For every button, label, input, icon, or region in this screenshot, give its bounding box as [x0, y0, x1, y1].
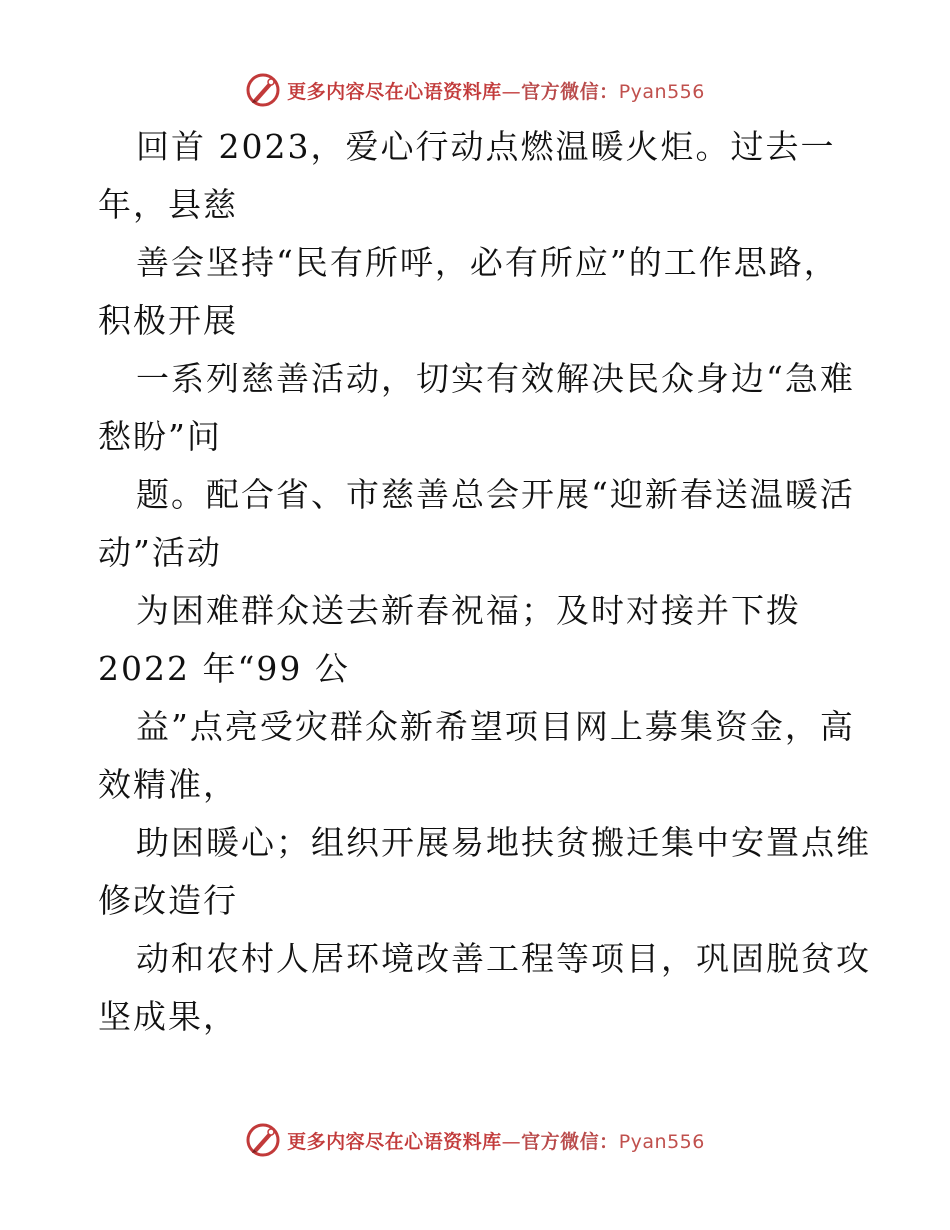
paragraph-line: 助困暖心；组织开展易地扶贫搬迁集中安置点维 [136, 823, 871, 862]
paragraph-line: 动和农村人居环境改善工程等项目，巩固脱贫攻 [136, 939, 871, 978]
paragraph-line: 效精准， [98, 765, 238, 804]
document-body [98, 118, 871, 1046]
paragraph-line: 一系列慈善活动，切实有效解决民众身边“急难 [136, 359, 855, 398]
paragraph-line: 修改造行 [98, 881, 238, 920]
banner-wechat-handle: Pyan556 [618, 80, 705, 103]
paragraph-line: 愁盼”问 [98, 417, 222, 456]
banner-separator: — [501, 1130, 522, 1153]
footer-banner [0, 1120, 950, 1160]
paragraph-line: 善会坚持“民有所呼，必有所应”的工作思路， [136, 243, 839, 282]
paragraph-line: 为困难群众送去新春祝福；及时对接并下拨 [136, 591, 801, 630]
banner-wechat-label: 官方微信： [521, 1130, 619, 1153]
header-banner [0, 70, 950, 110]
banner-separator: — [501, 80, 522, 103]
banner-text [287, 1127, 705, 1154]
banner-wechat-label: 官方微信： [521, 80, 619, 103]
paragraph-line: 年，县慈 [98, 185, 238, 224]
banner-site-name: 更多内容尽在心语资料库 [287, 80, 502, 103]
paragraph-line: 动”活动 [98, 533, 222, 572]
paragraph-line: 回首 2023，爱心行动点燃温暖火炬。过去一 [136, 127, 836, 166]
paragraph-line: 2022 年“99 公 [98, 649, 350, 688]
banner-site-name: 更多内容尽在心语资料库 [287, 1130, 502, 1153]
paragraph-line: 坚成果， [98, 997, 238, 1036]
banner-wechat-handle: Pyan556 [618, 1130, 705, 1153]
banner-text [287, 77, 705, 104]
paragraph-line: 积极开展 [98, 301, 238, 340]
quill-pen-logo-icon [245, 72, 281, 108]
paragraph-line: 益”点亮受灾群众新希望项目网上募集资金，高 [136, 707, 855, 746]
paragraph-line: 题。配合省、市慈善总会开展“迎新春送温暖活 [136, 475, 855, 514]
quill-pen-logo-icon [245, 1122, 281, 1158]
